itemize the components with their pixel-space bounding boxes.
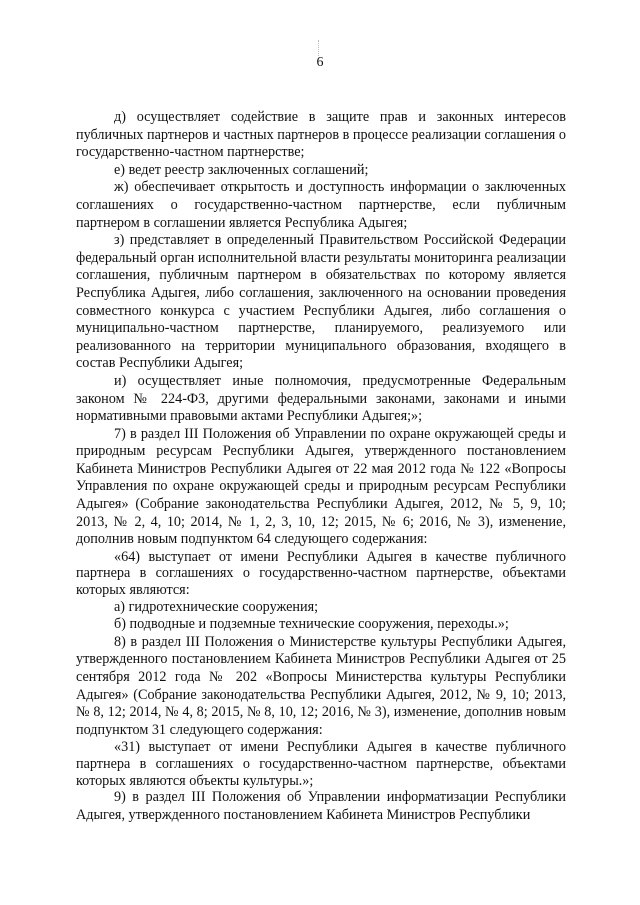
page-number: 6 [316, 55, 324, 70]
paragraph-z: з) представляет в определенный Правительством Российской Федерации федеральный орган исполнительной власти результаты мониторинга реализации соглашения, публичным партнером в обязательствах по которому является Республика Адыгея, либо соглашения, заключенного на основании проведения совместного конкурса с участием Республики Адыгея, либо соглашения о муниципально-частном партнерстве, планируемого, реализуемого или реализованного на территории муниципального образования, входящего в состав Республики Адыгея; [76, 232, 566, 372]
paragraph-b: б) подводные и подземные технические сооружения, переходы.»; [114, 616, 509, 633]
paragraph-zh: ж) обеспечивает открытость и доступность информации о заключенных соглашениях о государственно-частном партнерстве, если публичным партнером в соглашении является Республика Адыгея; [76, 179, 566, 231]
document-body [76, 109, 566, 824]
paragraph-quote-31: «31) выступает от имени Республики Адыгея в качестве публичного партнера в соглашениях о государственно-частном партнерстве, объектами которых являются объекты культуры.»; [76, 739, 566, 789]
paragraph-item-8: 8) в раздел III Положения о Министерстве культуры Республики Адыгея, утвержденного постановлением Кабинета Министров Республики Адыгея от 25 сентября 2012 года № 202 «Вопросы Министерства культуры Республики Адыгея» (Собрание законодательства Республики Адыгея, 2012, № 9, 10; 2013, № 8, 12; 2014, № 4, 8; 2015, № 8, 10, 12; 2016, № 3), изменение, дополнив новым подпунктом 31 следующего содержания: [76, 633, 566, 738]
paragraph-a: а) гидротехнические сооружения; [114, 598, 319, 615]
paragraph-e: е) ведет реестр заключенных соглашений; [114, 161, 369, 178]
paragraph-item-7: 7) в раздел III Положения об Управлении по охране окружающей среды и природным ресурсам Республики Адыгея, утвержденного постановлением Кабинета Министров Республики Адыгея от 22 мая 2012 года № 122 «Вопросы Управления по охране окружающей среды и природным ресурсам Республики Адыгея» (Собрание законодательства Республики Адыгея, 2012, № 5, 9, 10; 2013, № 2, 4, 10; 2014, № 1, 2, 3, 10, 12; 2015, № 6; 2016, № 3), изменение, дополнив новым подпунктом 64 следующего содержания: [76, 425, 566, 548]
paragraph-quote-64: «64) выступает от имени Республики Адыгея в качестве публичного партнера в соглашениях о государственно-частном партнерстве, объектами которых являются: [76, 548, 566, 599]
paragraph-item-9: 9) в раздел III Положения об Управлении информатизации Республики Адыгея, утвержденного постановлением Кабинета Министров Республики [76, 789, 566, 823]
paragraph-d: д) осуществляет содействие в защите прав и законных интересов публичных партнеров и частных партнеров в процессе реализации соглашения о государственно-частном партнерстве; [76, 109, 566, 161]
paragraph-i: и) осуществляет иные полномочия, предусмотренные Федеральным законом № 224-ФЗ, другими федеральными законами, законами и иными нормативными правовыми актами Республики Адыгея;»; [76, 372, 566, 425]
